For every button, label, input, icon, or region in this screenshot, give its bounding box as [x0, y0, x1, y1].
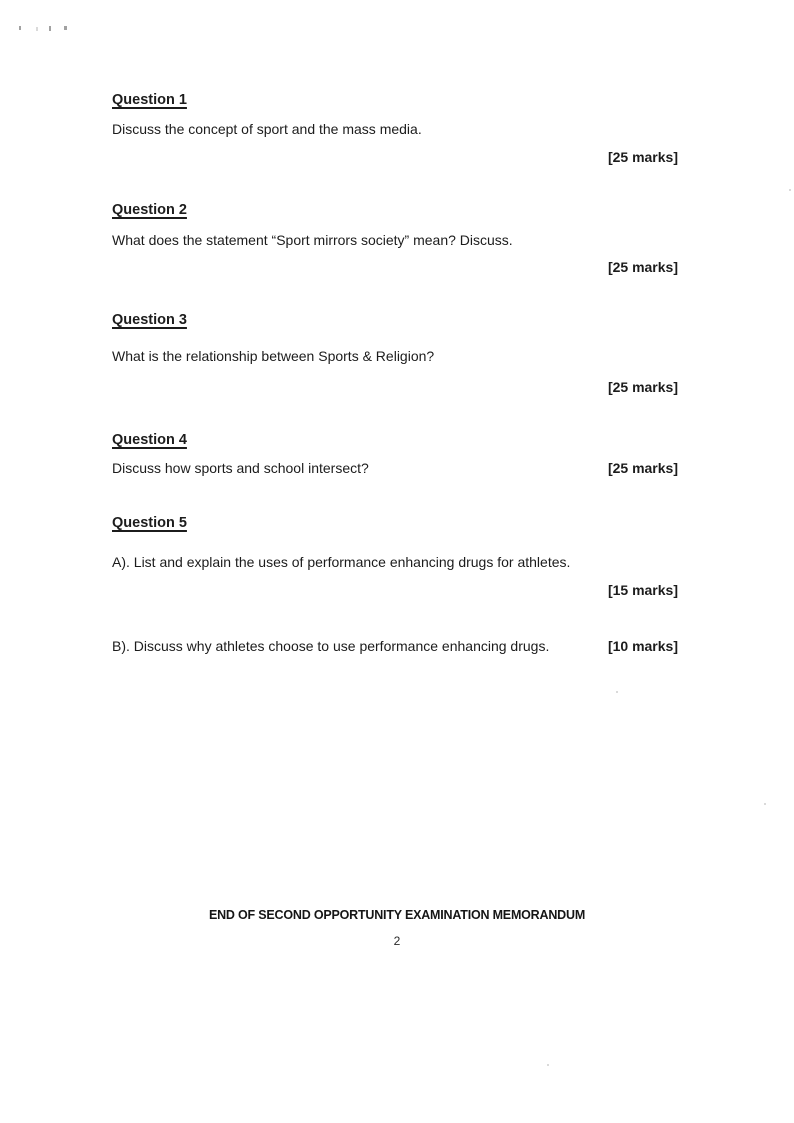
- scan-speck: [64, 26, 67, 30]
- question-5b-line: [112, 637, 678, 656]
- question-2-marks: [25 marks]: [607, 259, 678, 275]
- scan-speck: [19, 26, 21, 30]
- scan-speck: [49, 26, 51, 31]
- question-4-marks: [25 marks]: [607, 460, 678, 476]
- question-5-heading: Question 5: [112, 515, 187, 531]
- scan-speck: [789, 189, 791, 191]
- document-body: [112, 91, 678, 656]
- scan-speck: [547, 1064, 549, 1066]
- question-4-line: [112, 459, 678, 478]
- question-1: [112, 91, 678, 167]
- question-1-heading: Question 1: [112, 92, 187, 108]
- scan-speck: [36, 27, 38, 31]
- question-3-marks: [25 marks]: [607, 379, 678, 395]
- question-2: [112, 201, 678, 277]
- question-4-heading: Question 4: [112, 432, 187, 448]
- question-1-marks: [25 marks]: [607, 149, 678, 165]
- question-3: [112, 311, 678, 397]
- question-5b-text: B). Discuss why athletes choose to use performance enhancing drugs.: [112, 638, 550, 654]
- scan-speck: [764, 803, 766, 805]
- question-4: [112, 431, 678, 478]
- page-number: 2: [393, 934, 401, 948]
- question-5b-marks: [10 marks]: [607, 638, 678, 654]
- question-1-text: Discuss the concept of sport and the mass media.: [112, 121, 422, 137]
- question-5: [112, 514, 678, 656]
- question-2-heading: Question 2: [112, 202, 187, 218]
- question-3-text: What is the relationship between Sports & Religion?: [112, 348, 435, 364]
- question-5a-marks: [15 marks]: [607, 582, 678, 598]
- end-of-examination-line: END OF SECOND OPPORTUNITY EXAMINATION MEMORANDUM: [208, 908, 586, 922]
- question-5a-text: A). List and explain the uses of performance enhancing drugs for athletes.: [112, 554, 571, 570]
- question-4-text: Discuss how sports and school intersect?: [112, 460, 369, 476]
- question-3-heading: Question 3: [112, 312, 187, 328]
- question-2-text: What does the statement “Sport mirrors society” mean? Discuss.: [112, 232, 513, 248]
- scan-speck: [616, 691, 618, 693]
